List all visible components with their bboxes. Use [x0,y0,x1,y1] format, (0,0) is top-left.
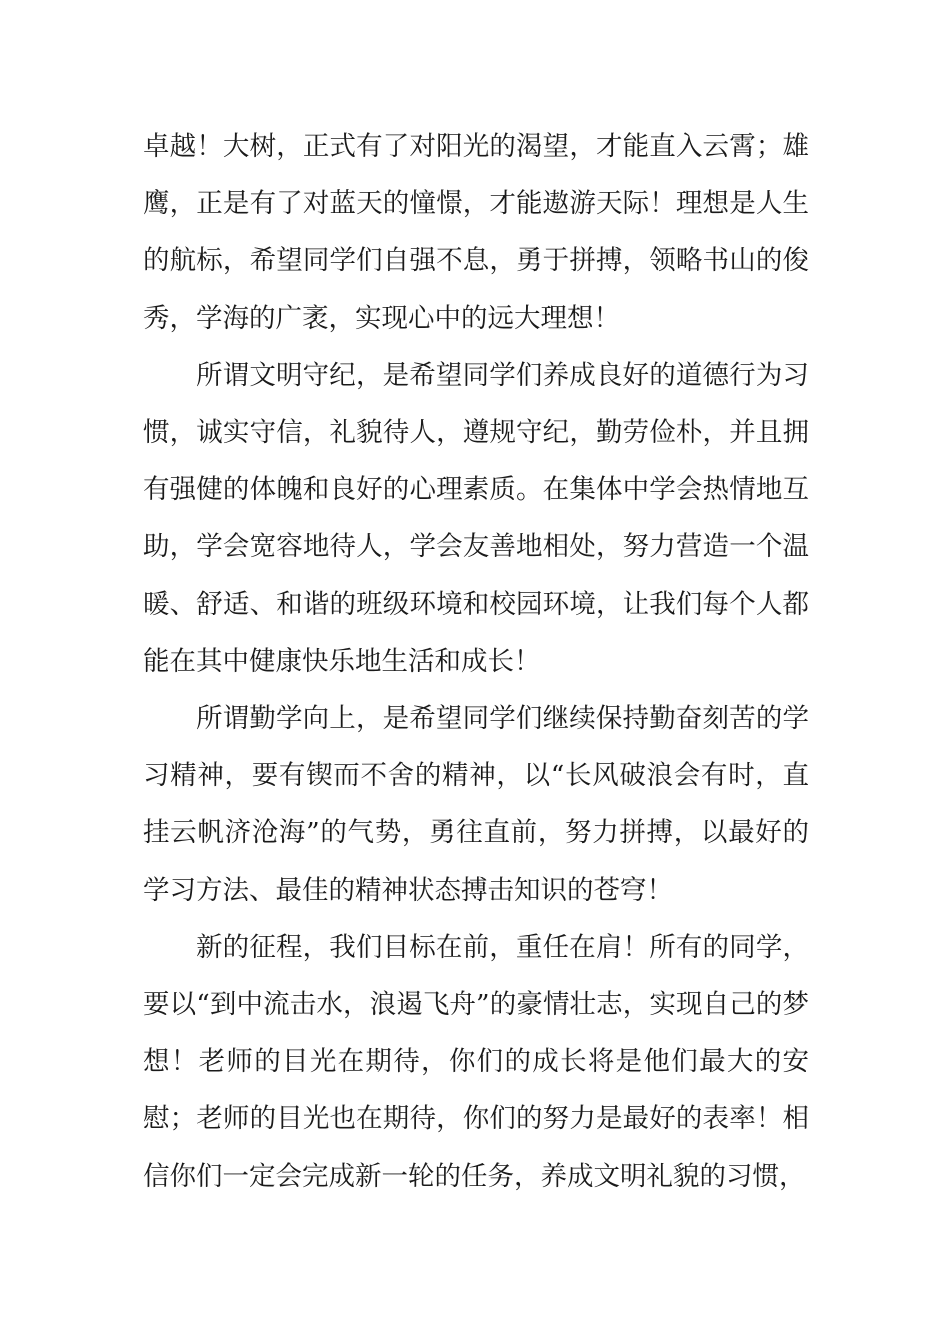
paragraph-diligence: 所谓勤学向上，是希望同学们继续保持勤奋刻苦的学习精神，要有锲而不舍的精神，以“长风破浪会有时，直挂云帆济沧海”的气势，勇往直前，努力拼搏，以最好的学习方法、最佳的精神状态搏击知识的苍穹！ [143,703,809,906]
paragraph-civility: 所谓文明守纪，是希望同学们养成良好的道德行为习惯，诚实守信，礼貌待人，遵规守纪，勤劳俭朴，并且拥有强健的体魄和良好的心理素质。在集体中学会热情地互助，学会宽容地待人，学会友善地相处，努力营造一个温暖、舒适、和谐的班级环境和校园环境，让我们每个人都能在其中健康快乐地生活和成长！ [143,359,809,677]
paragraph-continuation: 卓越！大树，正式有了对阳光的渴望，才能直入云霄；雄鹰，正是有了对蓝天的憧憬，才能遨游天际！理想是人生的航标，希望同学们自强不息，勇于拼搏，领略书山的俊秀，学海的广袤，实现心中的远大理想！ [143,131,809,334]
paragraph-new-journey: 新的征程，我们目标在前，重任在肩！所有的同学，要以“到中流击水，浪遏飞舟”的豪情壮志，实现自己的梦想！老师的目光在期待，你们的成长将是他们最大的安慰；老师的目光也在期待，你们的努力是最好的表率！相信你们一定会完成新一轮的任务，养成文明礼貌的习惯， [143,931,809,1192]
body-text [143,118,809,1205]
